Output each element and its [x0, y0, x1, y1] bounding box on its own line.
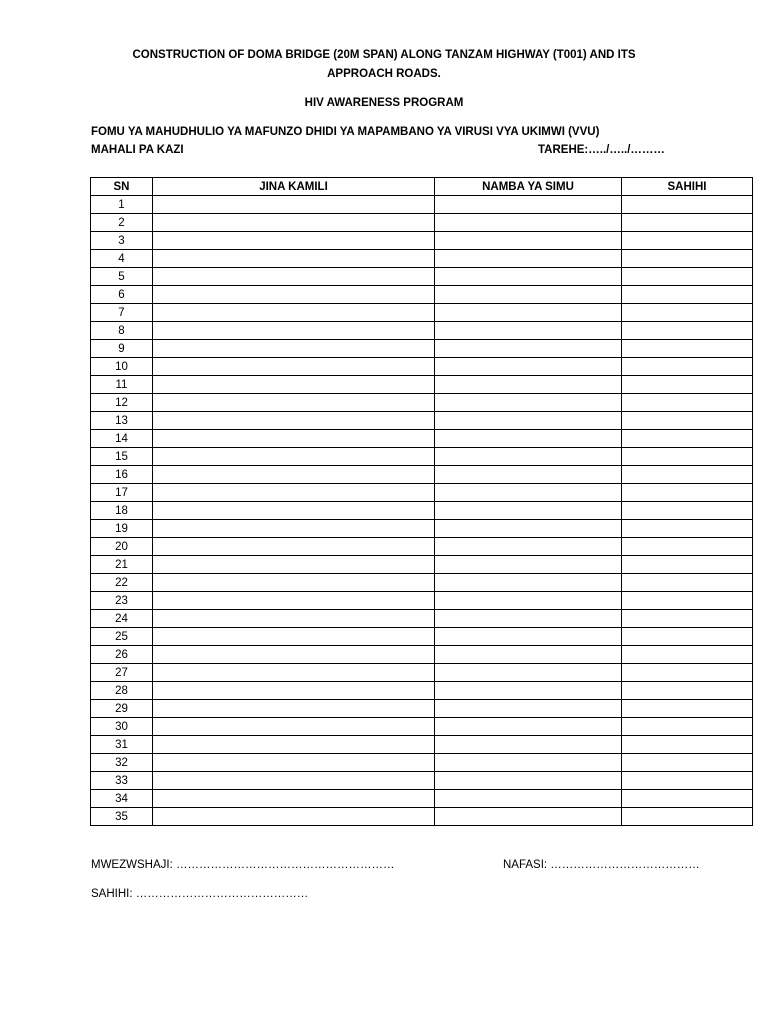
- phone-number-cell[interactable]: [435, 556, 622, 574]
- phone-number-cell[interactable]: [435, 304, 622, 322]
- row-number-cell: 22: [91, 574, 153, 592]
- table-row: [91, 304, 753, 322]
- signature-cell[interactable]: [622, 376, 753, 394]
- table-row: [91, 772, 753, 790]
- full-name-cell[interactable]: [153, 304, 435, 322]
- full-name-cell[interactable]: [153, 700, 435, 718]
- table-row: [91, 412, 753, 430]
- phone-number-cell[interactable]: [435, 682, 622, 700]
- phone-number-cell[interactable]: [435, 574, 622, 592]
- full-name-cell[interactable]: [153, 538, 435, 556]
- signature-cell[interactable]: [622, 286, 753, 304]
- row-number-cell: 20: [91, 538, 153, 556]
- table-row: [91, 700, 753, 718]
- row-number-cell: 33: [91, 772, 153, 790]
- phone-number-cell[interactable]: [435, 430, 622, 448]
- signature-cell[interactable]: [622, 340, 753, 358]
- signature-cell[interactable]: [622, 430, 753, 448]
- full-name-cell[interactable]: [153, 232, 435, 250]
- table-row: [91, 268, 753, 286]
- phone-number-cell[interactable]: [435, 412, 622, 430]
- row-number-cell: 13: [91, 412, 153, 430]
- phone-number-cell[interactable]: [435, 736, 622, 754]
- header-sn: SN: [91, 178, 153, 196]
- table-row: [91, 646, 753, 664]
- row-number-cell: 12: [91, 394, 153, 412]
- signature-cell[interactable]: [622, 556, 753, 574]
- table-row: [91, 340, 753, 358]
- full-name-cell[interactable]: [153, 772, 435, 790]
- row-number-cell: 1: [91, 196, 153, 214]
- full-name-cell[interactable]: [153, 502, 435, 520]
- signature-cell[interactable]: [622, 574, 753, 592]
- table-row: [91, 448, 753, 466]
- phone-number-cell[interactable]: [435, 592, 622, 610]
- signature-cell[interactable]: [622, 250, 753, 268]
- form-title: FOMU YA MAHUDHULIO YA MAFUNZO DHIDI YA MAPAMBANO YA VIRUSI VYA UKIMWI (VVU): [91, 126, 600, 138]
- signature-cell[interactable]: [622, 772, 753, 790]
- full-name-cell[interactable]: [153, 412, 435, 430]
- table-row: [91, 214, 753, 232]
- full-name-cell[interactable]: [153, 466, 435, 484]
- signature-cell[interactable]: [622, 448, 753, 466]
- row-number-cell: 14: [91, 430, 153, 448]
- table-row: [91, 790, 753, 808]
- phone-number-cell[interactable]: [435, 754, 622, 772]
- signature-cell[interactable]: [622, 322, 753, 340]
- full-name-cell[interactable]: [153, 574, 435, 592]
- full-name-cell[interactable]: [153, 718, 435, 736]
- row-number-cell: 23: [91, 592, 153, 610]
- signature-cell[interactable]: [622, 232, 753, 250]
- full-name-cell[interactable]: [153, 610, 435, 628]
- signature-cell[interactable]: [622, 268, 753, 286]
- table-row: [91, 592, 753, 610]
- phone-number-cell[interactable]: [435, 790, 622, 808]
- signature-cell[interactable]: [622, 628, 753, 646]
- signature-cell[interactable]: [622, 790, 753, 808]
- table-row: [91, 574, 753, 592]
- signature-cell[interactable]: [622, 520, 753, 538]
- phone-number-cell[interactable]: [435, 664, 622, 682]
- row-number-cell: 19: [91, 520, 153, 538]
- signature-cell[interactable]: [622, 682, 753, 700]
- full-name-cell[interactable]: [153, 394, 435, 412]
- row-number-cell: 16: [91, 466, 153, 484]
- table-row: [91, 520, 753, 538]
- table-row: [91, 610, 753, 628]
- full-name-cell[interactable]: [153, 322, 435, 340]
- full-name-cell[interactable]: [153, 286, 435, 304]
- signature-cell[interactable]: [622, 754, 753, 772]
- full-name-cell[interactable]: [153, 790, 435, 808]
- row-number-cell: 21: [91, 556, 153, 574]
- table-row: [91, 430, 753, 448]
- signature-cell[interactable]: [622, 736, 753, 754]
- table-row: [91, 358, 753, 376]
- header-signature: SAHIHI: [622, 178, 753, 196]
- signature-cell[interactable]: [622, 412, 753, 430]
- phone-number-cell[interactable]: [435, 322, 622, 340]
- full-name-cell[interactable]: [153, 448, 435, 466]
- signature-cell[interactable]: [622, 304, 753, 322]
- row-number-cell: 15: [91, 448, 153, 466]
- phone-number-cell[interactable]: [435, 376, 622, 394]
- full-name-cell[interactable]: [153, 430, 435, 448]
- row-number-cell: 35: [91, 808, 153, 826]
- row-number-cell: 8: [91, 322, 153, 340]
- phone-number-cell[interactable]: [435, 340, 622, 358]
- project-title-line-1: CONSTRUCTION OF DOMA BRIDGE (20M SPAN) ALONG TANZAM HIGHWAY (T001) AND ITS: [132, 49, 636, 61]
- full-name-cell[interactable]: [153, 736, 435, 754]
- row-number-cell: 30: [91, 718, 153, 736]
- row-number-cell: 9: [91, 340, 153, 358]
- table-row: [91, 322, 753, 340]
- phone-number-cell[interactable]: [435, 520, 622, 538]
- row-number-cell: 17: [91, 484, 153, 502]
- signature-cell[interactable]: [622, 610, 753, 628]
- row-number-cell: 18: [91, 502, 153, 520]
- row-number-cell: 2: [91, 214, 153, 232]
- row-number-cell: 4: [91, 250, 153, 268]
- table-row: [91, 682, 753, 700]
- row-number-cell: 26: [91, 646, 153, 664]
- full-name-cell[interactable]: [153, 754, 435, 772]
- full-name-cell[interactable]: [153, 646, 435, 664]
- row-number-cell: 32: [91, 754, 153, 772]
- row-number-cell: 11: [91, 376, 153, 394]
- full-name-cell[interactable]: [153, 214, 435, 232]
- attendance-table: [90, 177, 753, 826]
- phone-number-cell[interactable]: [435, 358, 622, 376]
- table-row: [91, 718, 753, 736]
- row-number-cell: 29: [91, 700, 153, 718]
- signature-cell[interactable]: [622, 808, 753, 826]
- table-row: [91, 538, 753, 556]
- row-number-cell: 6: [91, 286, 153, 304]
- full-name-cell[interactable]: [153, 592, 435, 610]
- signature-cell[interactable]: [622, 484, 753, 502]
- workplace-label: MAHALI PA KAZI: [91, 144, 184, 156]
- table-header-row: [91, 178, 753, 196]
- row-number-cell: 5: [91, 268, 153, 286]
- table-row: [91, 556, 753, 574]
- full-name-cell[interactable]: [153, 520, 435, 538]
- phone-number-cell[interactable]: [435, 502, 622, 520]
- phone-number-cell[interactable]: [435, 286, 622, 304]
- full-name-cell[interactable]: [153, 376, 435, 394]
- table-row: [91, 466, 753, 484]
- full-name-cell[interactable]: [153, 556, 435, 574]
- row-number-cell: 31: [91, 736, 153, 754]
- signature-cell[interactable]: [622, 646, 753, 664]
- row-number-cell: 24: [91, 610, 153, 628]
- signature-cell[interactable]: [622, 700, 753, 718]
- phone-number-cell[interactable]: [435, 448, 622, 466]
- table-row: [91, 502, 753, 520]
- signature-cell[interactable]: [622, 394, 753, 412]
- phone-number-cell[interactable]: [435, 484, 622, 502]
- row-number-cell: 10: [91, 358, 153, 376]
- full-name-cell[interactable]: [153, 664, 435, 682]
- row-number-cell: 34: [91, 790, 153, 808]
- table-row: [91, 394, 753, 412]
- table-row: [91, 628, 753, 646]
- phone-number-cell[interactable]: [435, 268, 622, 286]
- phone-number-cell[interactable]: [435, 214, 622, 232]
- trainer-field: MWEZWSHAJI: …………………………………………………: [91, 859, 395, 871]
- signature-cell[interactable]: [622, 502, 753, 520]
- full-name-cell[interactable]: [153, 682, 435, 700]
- full-name-cell[interactable]: [153, 484, 435, 502]
- full-name-cell[interactable]: [153, 196, 435, 214]
- signature-cell[interactable]: [622, 664, 753, 682]
- table-row: [91, 286, 753, 304]
- signature-cell[interactable]: [622, 196, 753, 214]
- phone-number-cell[interactable]: [435, 646, 622, 664]
- phone-number-cell[interactable]: [435, 628, 622, 646]
- row-number-cell: 27: [91, 664, 153, 682]
- phone-number-cell[interactable]: [435, 808, 622, 826]
- full-name-cell[interactable]: [153, 628, 435, 646]
- table-row: [91, 754, 753, 772]
- program-title: HIV AWARENESS PROGRAM: [304, 97, 464, 109]
- row-number-cell: 3: [91, 232, 153, 250]
- phone-number-cell[interactable]: [435, 538, 622, 556]
- phone-number-cell[interactable]: [435, 466, 622, 484]
- signature-cell[interactable]: [622, 592, 753, 610]
- phone-number-cell[interactable]: [435, 232, 622, 250]
- position-field: NAFASI: …………………………………: [503, 859, 700, 871]
- table-row: [91, 250, 753, 268]
- signature-cell[interactable]: [622, 538, 753, 556]
- full-name-cell[interactable]: [153, 340, 435, 358]
- full-name-cell[interactable]: [153, 268, 435, 286]
- signature-cell[interactable]: [622, 358, 753, 376]
- signature-cell[interactable]: [622, 214, 753, 232]
- signature-field: SAHIHI: ………………………………………: [91, 888, 309, 900]
- table-row: [91, 736, 753, 754]
- full-name-cell[interactable]: [153, 250, 435, 268]
- signature-cell[interactable]: [622, 718, 753, 736]
- table-row: [91, 664, 753, 682]
- phone-number-cell[interactable]: [435, 394, 622, 412]
- table-row: [91, 808, 753, 826]
- row-number-cell: 7: [91, 304, 153, 322]
- row-number-cell: 25: [91, 628, 153, 646]
- phone-number-cell[interactable]: [435, 772, 622, 790]
- table-row: [91, 376, 753, 394]
- signature-cell[interactable]: [622, 466, 753, 484]
- full-name-cell[interactable]: [153, 358, 435, 376]
- header-phone-number: NAMBA YA SIMU: [435, 178, 622, 196]
- phone-number-cell[interactable]: [435, 196, 622, 214]
- phone-number-cell[interactable]: [435, 610, 622, 628]
- phone-number-cell[interactable]: [435, 250, 622, 268]
- table-body: [91, 196, 753, 826]
- phone-number-cell[interactable]: [435, 718, 622, 736]
- row-number-cell: 28: [91, 682, 153, 700]
- project-title-line-2: APPROACH ROADS.: [327, 68, 441, 80]
- table-row: [91, 196, 753, 214]
- header-full-name: JINA KAMILI: [153, 178, 435, 196]
- table-row: [91, 232, 753, 250]
- date-label: TAREHE:…../…../………: [538, 144, 665, 156]
- full-name-cell[interactable]: [153, 808, 435, 826]
- table-row: [91, 484, 753, 502]
- phone-number-cell[interactable]: [435, 700, 622, 718]
